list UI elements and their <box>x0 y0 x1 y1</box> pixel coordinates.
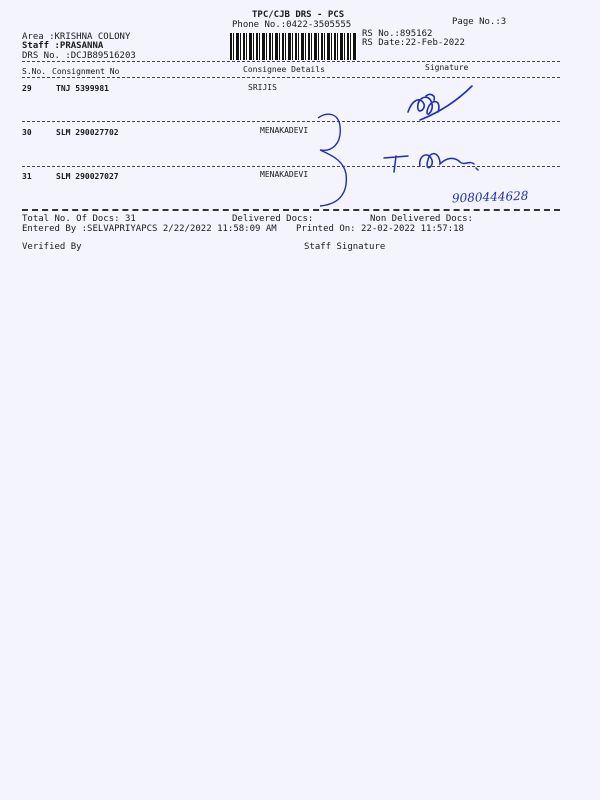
verified-by: Verified By <box>22 242 82 252</box>
column-signature: Signature <box>425 63 469 72</box>
row-sno: 29 <box>22 84 32 93</box>
total-docs: Total No. Of Docs: 31 <box>22 214 136 224</box>
area-field: Area :KRISHNA COLONY <box>22 32 131 42</box>
delivered-docs: Delivered Docs: <box>232 214 314 224</box>
entered-by: Entered By :SELVAPRIYAPCS 2/22/2022 11:58:09 AM <box>22 224 277 234</box>
phone-number: Phone No.:0422-3505555 <box>232 20 352 30</box>
non-delivered-docs: Non Delivered Docs: <box>370 214 473 224</box>
row-consignment: SLM 290027702 <box>56 128 119 137</box>
rs-number: RS No.:895162 <box>362 29 433 39</box>
staff-signature-label: Staff Signature <box>304 242 386 252</box>
row-consignee: MENAKADEVI <box>260 170 309 179</box>
row-consignee: MENAKADEVI <box>260 126 309 135</box>
staff-field: Staff :PRASANNA <box>22 41 104 51</box>
row-consignee: SRIJIS <box>248 83 277 92</box>
column-consignment: Consignment No <box>52 67 120 76</box>
column-consignee: Consignee Details <box>243 65 325 74</box>
row-consignment: TNJ 5399981 <box>56 84 109 93</box>
handwritten-phone-note: 9080444628 <box>451 188 529 206</box>
rs-date: RS Date:22-Feb-2022 <box>362 38 465 48</box>
row-sno: 30 <box>22 128 32 137</box>
drs-number: DRS No. :DCJB89516203 <box>22 51 136 61</box>
column-sno: S.No. <box>22 67 47 76</box>
page-number: Page No.:3 <box>452 17 507 27</box>
printed-on: Printed On: 22-02-2022 11:57:18 <box>296 224 464 234</box>
row-consignment: SLM 290027027 <box>56 172 119 181</box>
row-sno: 31 <box>22 172 32 181</box>
report-title: TPC/CJB DRS - PCS <box>252 10 345 20</box>
